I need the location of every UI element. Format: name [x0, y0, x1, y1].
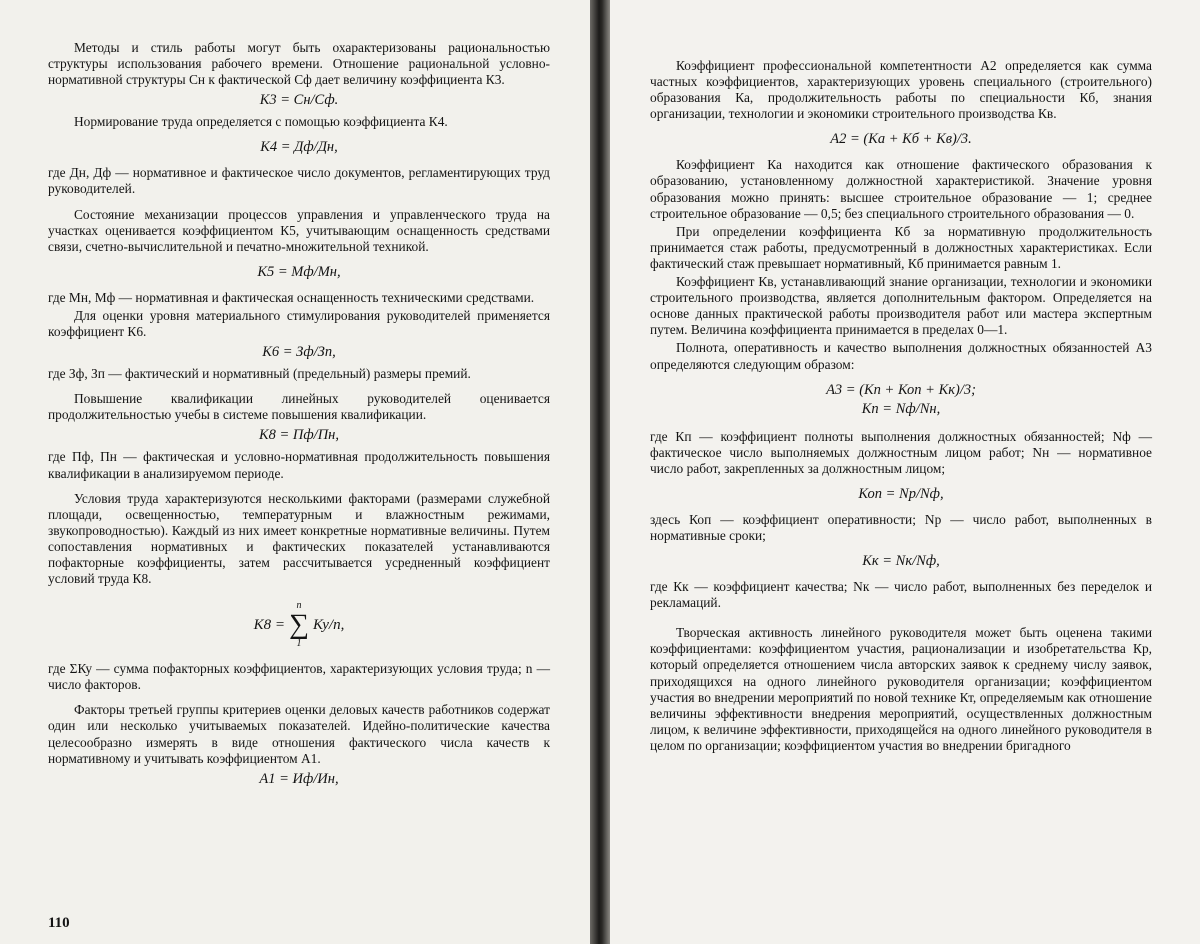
paragraph: Коэффициент Ка находится как отношение фактического образования к образованию, установленному должностной характеристикой. Значение уровня образования можно принять: высшее строительное образование — 1; среднее строительное образование — 0,5; без специального строительного образования — 0. [650, 157, 1152, 221]
formula: Кп = Nф/Nн, [861, 400, 941, 417]
formula: К5 = Мф/Мн, [257, 263, 341, 280]
paragraph: где Пф, Пн — фактическая и условно-нормативная продолжительность повышения квалификации в анализируемом периоде. [48, 449, 550, 481]
paragraph: где Кк — коэффициент качества; Nк — число работ, выполненных без переделок и рекламаций. [650, 579, 1152, 611]
formula: Коп = Nр/Nф, [858, 485, 944, 502]
paragraph: где ΣКу — сумма пофакторных коэффициентов, характеризующих условия труда; n — число факторов. [48, 661, 550, 693]
left-page [0, 0, 590, 944]
paragraph: Творческая активность линейного руководителя может быть оценена такими коэффициентами: коэффициентом участия, рационализации и изобретательства Кр, который определяется отношением числа авторских заявок к среднему числу заявок, приходящихся на одного линейного руководителя организации; коэффициентом участия во внедрении мероприятий по новой технике Кт, определяемым как отношение величины эффективности внедрения мероприятий, осуществленных должностным лицом, к величине эффективности, приходящейся на одного линейного руководителя в целом по организации; коэффициентом участия во внедрении бригадного [650, 625, 1152, 753]
summation-formula [48, 601, 550, 649]
formula: Кк = Nк/Nф, [862, 553, 940, 570]
sigma-symbol [289, 601, 309, 649]
sigma-sign: ∑ [288, 609, 309, 641]
sum-upper-limit: n [296, 600, 302, 612]
formula-rhs: Ку/n, [312, 616, 345, 633]
formula-lhs: К8 = [253, 616, 285, 633]
paragraph: Коэффициент профессиональной компетентности А2 определяется как сумма частных коэффициентов, характеризующих уровень специального (строительного) образования Ка, продолжительность работы по специальности Кб, знания организации, технологии и экономики строительного производства Кв. [650, 58, 1152, 122]
paragraph: Коэффициент Кв, устанавливающий знание организации, технологии и экономики строительного производства, является дополнительным фактором. Определяется на основе данных практической работы производителя работ или мастера экспертным путем. Величина коэффициента принимается в пределах 0—1. [650, 274, 1152, 338]
formula: А1 = Иф/Ин, [259, 770, 339, 787]
formula: К6 = Зф/Зп, [262, 344, 336, 361]
formula: К8 = Пф/Пн, [259, 427, 339, 444]
paragraph: здесь Коп — коэффициент оперативности; Nр — число работ, выполненных в нормативные сроки; [650, 511, 1152, 543]
paragraph: Повышение квалификации линейных руководителей оценивается продолжительностью учебы в системе повышения квалификации. [48, 391, 550, 423]
paragraph: где Мн, Мф — нормативная и фактическая оснащенность техническими средствами. [48, 289, 535, 305]
formula: К3 = Сн/Сф. [259, 92, 339, 109]
paragraph: Для оценки уровня материального стимулирования руководителей применяется коэффициент К6. [48, 307, 550, 340]
paragraph: где Дн, Дф — нормативное и фактическое число документов, регламентирующих труд руководителей. [48, 165, 550, 197]
formula: А3 = (Кп + Коп + Кк)/3; [826, 381, 976, 398]
paragraph: При определении коэффициента Кб за нормативную продолжительность принимается стаж работы, предусмотренный в должностных характеристиках. Если фактический стаж превышает нормативный, Кб принимается равным 1. [650, 223, 1152, 271]
paragraph: Нормирование труда определяется с помощью коэффициента К4. [74, 114, 448, 130]
right-page [610, 0, 1200, 944]
book-gutter [590, 0, 610, 944]
paragraph: где Кп — коэффициент полноты выполнения должностных обязанностей; Nф — фактическое число выполняемых должностным лицом работ; Nн — нормативное число работ, закрепленных за должностным лицом; [650, 428, 1152, 476]
page-number: 110 [48, 915, 70, 931]
paragraph: Факторы третьей группы критериев оценки деловых качеств работников содержат один или несколько учитываемых показателей. Идейно-политические качества целесообразно измерять в виде отношения фактического числа качеств к нормативному и учитывать коэффициентом А1. [48, 702, 550, 766]
sum-lower-limit: 1 [296, 638, 302, 650]
formula: К4 = Дф/Дн, [260, 139, 338, 156]
paragraph: Условия труда характеризуются несколькими факторами (размерами служебной площади, освещенностью, температурным и влажностным режимами, звукопроводностью). Каждый из них имеет конкретные нормативные величины. Путем сопоставления нормативных и фактических показателей устанавливаются пофакторные коэффициенты, затем рассчитывается усредненный коэффициент условий труда К8. [48, 490, 550, 587]
formula: А2 = (Ка + Кб + Кв)/3. [830, 131, 972, 148]
paragraph: Методы и стиль работы могут быть охарактеризованы рациональностью структуры использования рабочего времени. Отношение рациональной условно-нормативной структуры Сн к фактической Сф дает величину коэффициента К3. [48, 40, 550, 88]
paragraph: где Зф, Зп — фактический и нормативный (предельный) размеры премий. [48, 366, 471, 382]
paragraph: Состояние механизации процессов управления и управленческого труда на участках оценивается коэффициентом К5, учитывающим оснащенность средствами связи, счетно-вычислительной и печатно-множительной техникой. [48, 206, 550, 254]
paragraph: Полнота, оперативность и качество выполнения должностных обязанностей А3 определяются следующим образом: [650, 340, 1152, 372]
